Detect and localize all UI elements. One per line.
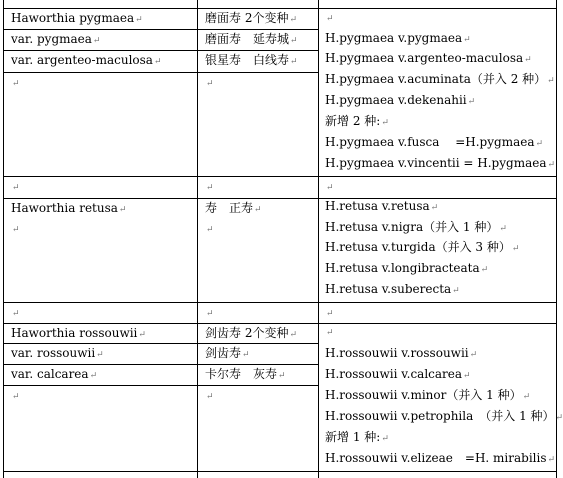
chinese-name-cell <box>205 11 316 27</box>
cell-text: H.retusa v.nigra（并入 1 种） <box>325 220 499 234</box>
spacer-cell <box>11 179 195 195</box>
cell-text: 剑齿寿 <box>205 346 242 360</box>
cell-text: H.pygmaea v.dekenahii <box>325 93 467 107</box>
cell-text: 磨面寿 延寿城 <box>205 32 290 46</box>
variety-line <box>325 240 554 256</box>
empty-cell <box>11 221 195 237</box>
table-border <box>3 471 557 472</box>
paragraph-mark-icon: ↵ <box>381 434 389 444</box>
species-name-cell <box>11 201 195 217</box>
paragraph-mark-icon: ↵ <box>206 392 214 402</box>
paragraph-mark-icon: ↵ <box>469 350 478 360</box>
paragraph-mark-icon: ↵ <box>96 350 104 360</box>
cell-text: H.rossouwii v.elizeae =H. mirabilis <box>325 451 547 465</box>
species-name-cell <box>11 32 195 48</box>
variety-line <box>325 430 554 446</box>
variety-line <box>325 282 554 298</box>
variety-line <box>325 388 554 404</box>
empty-cell <box>205 388 316 404</box>
cell-text: var. pygmaea <box>11 32 92 46</box>
chinese-name-cell <box>205 326 316 342</box>
paragraph-mark-icon: ↵ <box>452 286 460 296</box>
paragraph-mark-icon: ↵ <box>242 350 250 360</box>
empty-cell <box>11 388 195 404</box>
paragraph-mark-icon: ↵ <box>326 309 334 319</box>
variety-line <box>325 72 554 88</box>
cell-text: var. calcarea <box>11 367 89 381</box>
paragraph-mark-icon: ↵ <box>289 15 297 25</box>
table-border <box>3 8 557 9</box>
paragraph-mark-icon: ↵ <box>153 57 162 67</box>
cell-text: H.retusa v.suberecta <box>325 282 452 296</box>
cell-text: H.rossouwii v.calcarea <box>325 367 463 381</box>
paragraph-mark-icon: ↵ <box>89 371 98 381</box>
table-border <box>3 343 319 344</box>
paragraph-mark-icon: ↵ <box>12 309 20 319</box>
table-border <box>3 364 319 365</box>
cell-text: Haworthia rossouwii <box>11 326 138 340</box>
spacer-cell <box>325 179 554 195</box>
paragraph-mark-icon: ↵ <box>381 118 389 128</box>
cell-text: 新增 1 种: <box>325 430 381 444</box>
paragraph-mark-icon: ↵ <box>547 455 556 465</box>
paragraph-mark-icon: ↵ <box>254 205 262 215</box>
paragraph-mark-icon: ↵ <box>463 371 471 381</box>
cell-text: H.pygmaea v.pygmaea <box>325 31 463 45</box>
table-border <box>3 72 319 73</box>
variety-line <box>325 114 554 130</box>
paragraph-mark-icon: ↵ <box>463 35 471 45</box>
empty-cell <box>205 221 316 237</box>
cell-text: 银星寿 白线寿 <box>205 53 290 67</box>
variety-line <box>325 156 554 172</box>
paragraph-mark-icon: ↵ <box>480 265 489 275</box>
cell-text: H.rossouwii v.minor（并入 1 种） <box>325 388 522 402</box>
table-border <box>3 50 319 51</box>
cell-text: H.pygmaea v.argenteo-maculosa <box>325 51 524 65</box>
paragraph-mark-icon: ↵ <box>511 244 520 254</box>
paragraph-mark-icon: ↵ <box>206 309 214 319</box>
species-name-cell <box>11 53 195 69</box>
cell-text: H.retusa v.retusa <box>325 199 430 213</box>
cell-text: var. argenteo-maculosa <box>11 53 153 67</box>
variety-line <box>325 451 554 467</box>
cell-text: 卡尔寿 灰寿 <box>205 367 278 381</box>
cell-text: H.pygmaea v.vincentii = H.pygmaea <box>325 156 547 170</box>
spacer-cell <box>205 179 316 195</box>
variety-line <box>325 31 554 47</box>
paragraph-mark-icon: ↵ <box>289 330 297 340</box>
paragraph-mark-icon: ↵ <box>290 57 298 67</box>
paragraph-mark-icon: ↵ <box>92 36 101 46</box>
table-border <box>556 0 557 478</box>
cell-text: 寿 正寿 <box>205 201 254 215</box>
paragraph-mark-icon: ↵ <box>278 371 286 381</box>
spacer-cell <box>325 305 554 321</box>
paragraph-mark-icon: ↵ <box>12 79 20 89</box>
paragraph-mark-icon: ↵ <box>547 160 556 170</box>
paragraph-mark-icon: ↵ <box>522 392 531 402</box>
variety-line <box>325 324 554 340</box>
variety-line <box>325 10 554 26</box>
paragraph-mark-icon: ↵ <box>326 183 334 193</box>
chinese-name-cell <box>205 346 316 362</box>
paragraph-mark-icon: ↵ <box>467 97 476 107</box>
table-border <box>3 176 557 177</box>
cell-text: Haworthia pygmaea <box>11 11 135 25</box>
spacer-cell <box>205 305 316 321</box>
species-name-cell <box>11 326 195 342</box>
paragraph-mark-icon: ↵ <box>12 225 20 235</box>
paragraph-mark-icon: ↵ <box>12 183 20 193</box>
paragraph-mark-icon: ↵ <box>326 328 334 338</box>
cell-text: H.rossouwii v.petrophila （并入 1 种） <box>325 409 555 423</box>
paragraph-mark-icon: ↵ <box>12 392 20 402</box>
spacer-cell <box>11 305 195 321</box>
variety-line <box>325 93 554 109</box>
table-border <box>3 29 319 30</box>
paragraph-mark-icon: ↵ <box>430 203 439 213</box>
chinese-name-cell <box>205 367 316 383</box>
chinese-name-cell <box>205 201 316 217</box>
paragraph-mark-icon: ↵ <box>206 79 214 89</box>
chinese-name-cell <box>205 53 316 69</box>
paragraph-mark-icon: ↵ <box>499 224 507 234</box>
cell-text: H.retusa v.longibracteata <box>325 261 480 275</box>
cell-text: 剑齿寿 2个变种 <box>205 326 289 340</box>
variety-line <box>325 51 554 67</box>
table-border <box>3 385 319 386</box>
variety-line <box>325 409 563 425</box>
chinese-name-cell <box>205 32 316 48</box>
paragraph-mark-icon: ↵ <box>290 36 298 46</box>
variety-line <box>325 220 554 236</box>
paragraph-mark-icon: ↵ <box>535 139 544 149</box>
variety-line <box>325 346 554 362</box>
paragraph-mark-icon: ↵ <box>206 225 214 235</box>
cell-text: H.pygmaea v.acuminata（并入 2 种） <box>325 72 547 86</box>
cell-text: H.retusa v.turgida（并入 3 种） <box>325 240 511 254</box>
cell-text: 磨面寿 2个变种 <box>205 11 289 25</box>
paragraph-mark-icon: ↵ <box>135 15 143 25</box>
variety-line <box>325 135 554 151</box>
variety-line <box>325 199 554 215</box>
variety-line <box>325 367 554 383</box>
paragraph-mark-icon: ↵ <box>206 183 214 193</box>
cell-text: H.pygmaea v.fusca =H.pygmaea <box>325 135 535 149</box>
table-border <box>3 302 557 303</box>
paragraph-mark-icon: ↵ <box>555 413 563 423</box>
paragraph-mark-icon: ↵ <box>547 76 555 86</box>
empty-cell <box>11 75 195 91</box>
cell-text: 新增 2 种: <box>325 114 381 128</box>
paragraph-mark-icon: ↵ <box>118 205 127 215</box>
paragraph-mark-icon: ↵ <box>326 14 334 24</box>
paragraph-mark-icon: ↵ <box>138 330 146 340</box>
species-name-cell <box>11 346 195 362</box>
species-name-cell <box>11 11 195 27</box>
variety-line <box>325 261 554 277</box>
empty-cell <box>205 75 316 91</box>
cell-text: var. rossouwii <box>11 346 96 360</box>
cell-text: H.rossouwii v.rossouwii <box>325 346 469 360</box>
paragraph-mark-icon: ↵ <box>524 55 532 65</box>
cell-text: Haworthia retusa <box>11 201 118 215</box>
species-name-cell <box>11 367 195 383</box>
